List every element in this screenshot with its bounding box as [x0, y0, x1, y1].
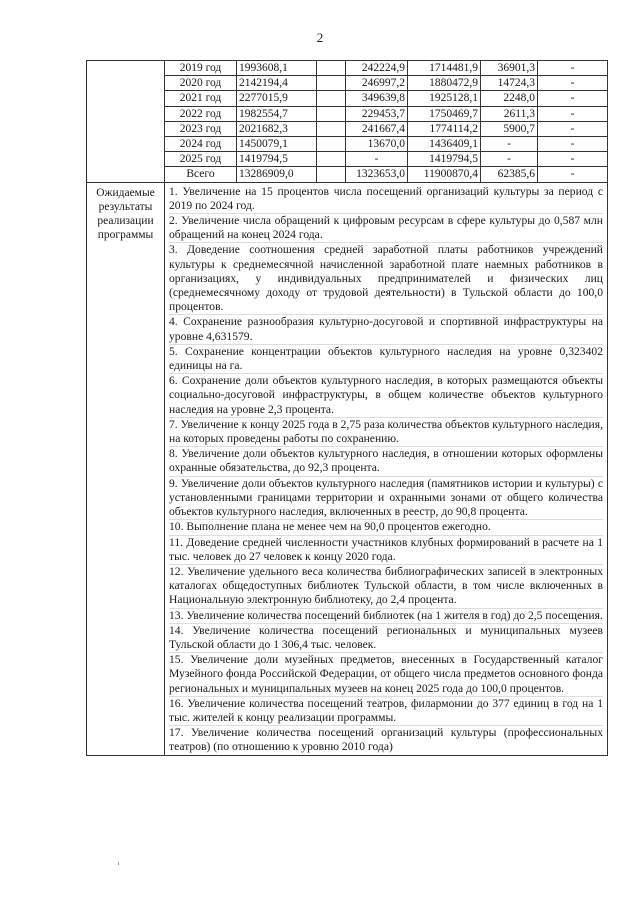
result-item: 7. Увеличение к концу 2025 года в 2,75 раза количества объектов культурного наследия, на которых проведены работы по сохранению. — [169, 417, 603, 446]
other-cell: - — [538, 167, 608, 182]
extra-cell: 2248,0 — [481, 91, 538, 106]
table-row — [87, 76, 608, 91]
federal-cell — [317, 137, 346, 152]
regional-cell: 241667,4 — [346, 121, 408, 136]
results-cell — [165, 182, 608, 755]
extra-cell: - — [481, 152, 538, 167]
result-item: 13. Увеличение количества посещений библиотек (на 1 жителя в год) до 2,5 посещения. — [169, 608, 603, 622]
regional-cell: 246997,2 — [346, 76, 408, 91]
federal-cell — [317, 91, 346, 106]
table-row — [87, 152, 608, 167]
result-item: 4. Сохранение разнообразия культурно-досуговой и спортивной инфраструктуры на уровне 4,631579. — [169, 315, 603, 343]
other-cell: - — [538, 106, 608, 121]
total-cell: 1982554,7 — [237, 106, 317, 121]
federal-cell — [317, 76, 346, 91]
federal-cell — [317, 121, 346, 136]
year-cell: 2024 год — [165, 137, 237, 152]
total-cell: 1419794,5 — [237, 152, 317, 167]
total-cell: 13286909,0 — [237, 167, 317, 182]
local-cell: 11900870,4 — [408, 167, 481, 182]
year-cell: 2023 год — [165, 121, 237, 136]
local-cell: 1880472,9 — [408, 76, 481, 91]
local-cell: 1774114,2 — [408, 121, 481, 136]
local-cell: 1750469,7 — [408, 106, 481, 121]
other-cell: - — [538, 61, 608, 76]
total-cell: 2142194,4 — [237, 76, 317, 91]
year-cell: 2022 год — [165, 106, 237, 121]
result-item: 15. Увеличение доли музейных предметов, внесенных в Государственный каталог Музейного фонда Российской Федерации, от общего числа предметов основного фонда региональных и муниципальных музеев на конец 2025 года до 100,0 процентов. — [169, 653, 603, 695]
local-cell: 1419794,5 — [408, 152, 481, 167]
total-cell: 1993608,1 — [237, 61, 317, 76]
total-cell: 2021682,3 — [237, 121, 317, 136]
extra-cell: 14724,3 — [481, 76, 538, 91]
result-item: 16. Увеличение количества посещений театров, филармонии до 377 единиц в год на 1 тыс. жителей к концу реализации программы. — [169, 696, 603, 724]
other-cell: - — [538, 152, 608, 167]
table-row — [87, 91, 608, 106]
result-item: 14. Увеличение количества посещений региональных и муниципальных музеев Тульской области до 1 306,4 тыс. человек. — [169, 623, 603, 651]
extra-cell: - — [481, 137, 538, 152]
regional-cell: 349639,8 — [346, 91, 408, 106]
local-cell: 1925128,1 — [408, 91, 481, 106]
page-number: 2 — [316, 30, 324, 45]
result-item: 5. Сохранение концентрации объектов культурного наследия на уровне 0,323402 единицы на га. — [169, 344, 603, 373]
regional-cell: - — [346, 152, 408, 167]
total-cell: 2277015,9 — [237, 91, 317, 106]
extra-cell: 62385,6 — [481, 167, 538, 182]
program-passport-table — [86, 60, 608, 756]
result-item: 8. Увеличение доли объектов культурного наследия, в отношении которых оформлены охранные обязательства, до 92,3 процента. — [169, 447, 603, 475]
local-cell: 1436409,1 — [408, 137, 481, 152]
results-row — [87, 182, 608, 755]
extra-cell: 5900,7 — [481, 121, 538, 136]
regional-cell: 229453,7 — [346, 106, 408, 121]
table-row — [87, 61, 608, 76]
result-item: 6. Сохранение доли объектов культурного наследия, в которых размещаются объекты социально-досуговой инфраструктуры, в общем количестве объектов культурного наследия на уровне 2,3 процента. — [169, 374, 603, 416]
year-cell: 2021 год — [165, 91, 237, 106]
scan-mark — [118, 862, 119, 865]
year-cell: 2025 год — [165, 152, 237, 167]
year-cell: Всего — [165, 167, 237, 182]
table-row — [87, 121, 608, 136]
regional-cell: 1323653,0 — [346, 167, 408, 182]
extra-cell: 36901,3 — [481, 61, 538, 76]
total-cell: 1450079,1 — [237, 137, 317, 152]
year-cell: 2020 год — [165, 76, 237, 91]
result-item: 9. Увеличение доли объектов культурного наследия (памятников истории и культуры) с установленными границами территории и охранными зонами от общего количества объектов культурного наследия, включенных в реестр, до 90,8 процента. — [169, 476, 603, 519]
result-item: 11. Доведение средней численности участников клубных формирований в расчете на 1 тыс. человек до 27 человек к концу 2020 года. — [169, 535, 603, 563]
federal-cell — [317, 61, 346, 76]
other-cell: - — [538, 91, 608, 106]
table-row — [87, 137, 608, 152]
result-item: 12. Увеличение удельного веса количества библиографических записей в электронных каталогах общедоступных библиотек Тульской области, в том числе включенных в Национальную электронную библиотеку, до 2,4 процента. — [169, 564, 603, 607]
federal-cell — [317, 152, 346, 167]
other-cell: - — [538, 121, 608, 136]
local-cell: 1714481,9 — [408, 61, 481, 76]
other-cell: - — [538, 137, 608, 152]
results-list — [169, 185, 603, 755]
result-item: 10. Выполнение плана не менее чем на 90,0 процентов ежегодно. — [169, 519, 603, 534]
results-label: Ожидаемые результаты реализации программы — [87, 182, 165, 755]
federal-cell — [317, 106, 346, 121]
federal-cell — [317, 167, 346, 182]
year-cell: 2019 год — [165, 61, 237, 76]
extra-cell: 2611,3 — [481, 106, 538, 121]
result-item: 3. Доведение соотношения средней заработной платы работников учреждений культуры к среднемесячной начисленной заработной плате наемных работников в организациях, у индивидуальных предпринимателей и физических лиц (среднемесячному доходу от трудовой деятельности) в Тульской области до 100,0 процентов. — [169, 243, 603, 314]
empty-label-cell — [87, 61, 165, 183]
table-row — [87, 106, 608, 121]
regional-cell: 242224,9 — [346, 61, 408, 76]
other-cell: - — [538, 76, 608, 91]
result-item: 2. Увеличение числа обращений к цифровым ресурсам в сфере культуры до 0,587 млн обращений на конец 2024 года. — [169, 214, 603, 242]
result-item: 17. Увеличение количества посещений организаций культуры (профессиональных театров) (по отношению к уровню 2010 года) — [169, 726, 603, 754]
regional-cell: 13670,0 — [346, 137, 408, 152]
result-item: 1. Увеличение на 15 процентов числа посещений организаций культуры за период с 2019 по 2024 год. — [169, 184, 603, 212]
table-row — [87, 167, 608, 182]
